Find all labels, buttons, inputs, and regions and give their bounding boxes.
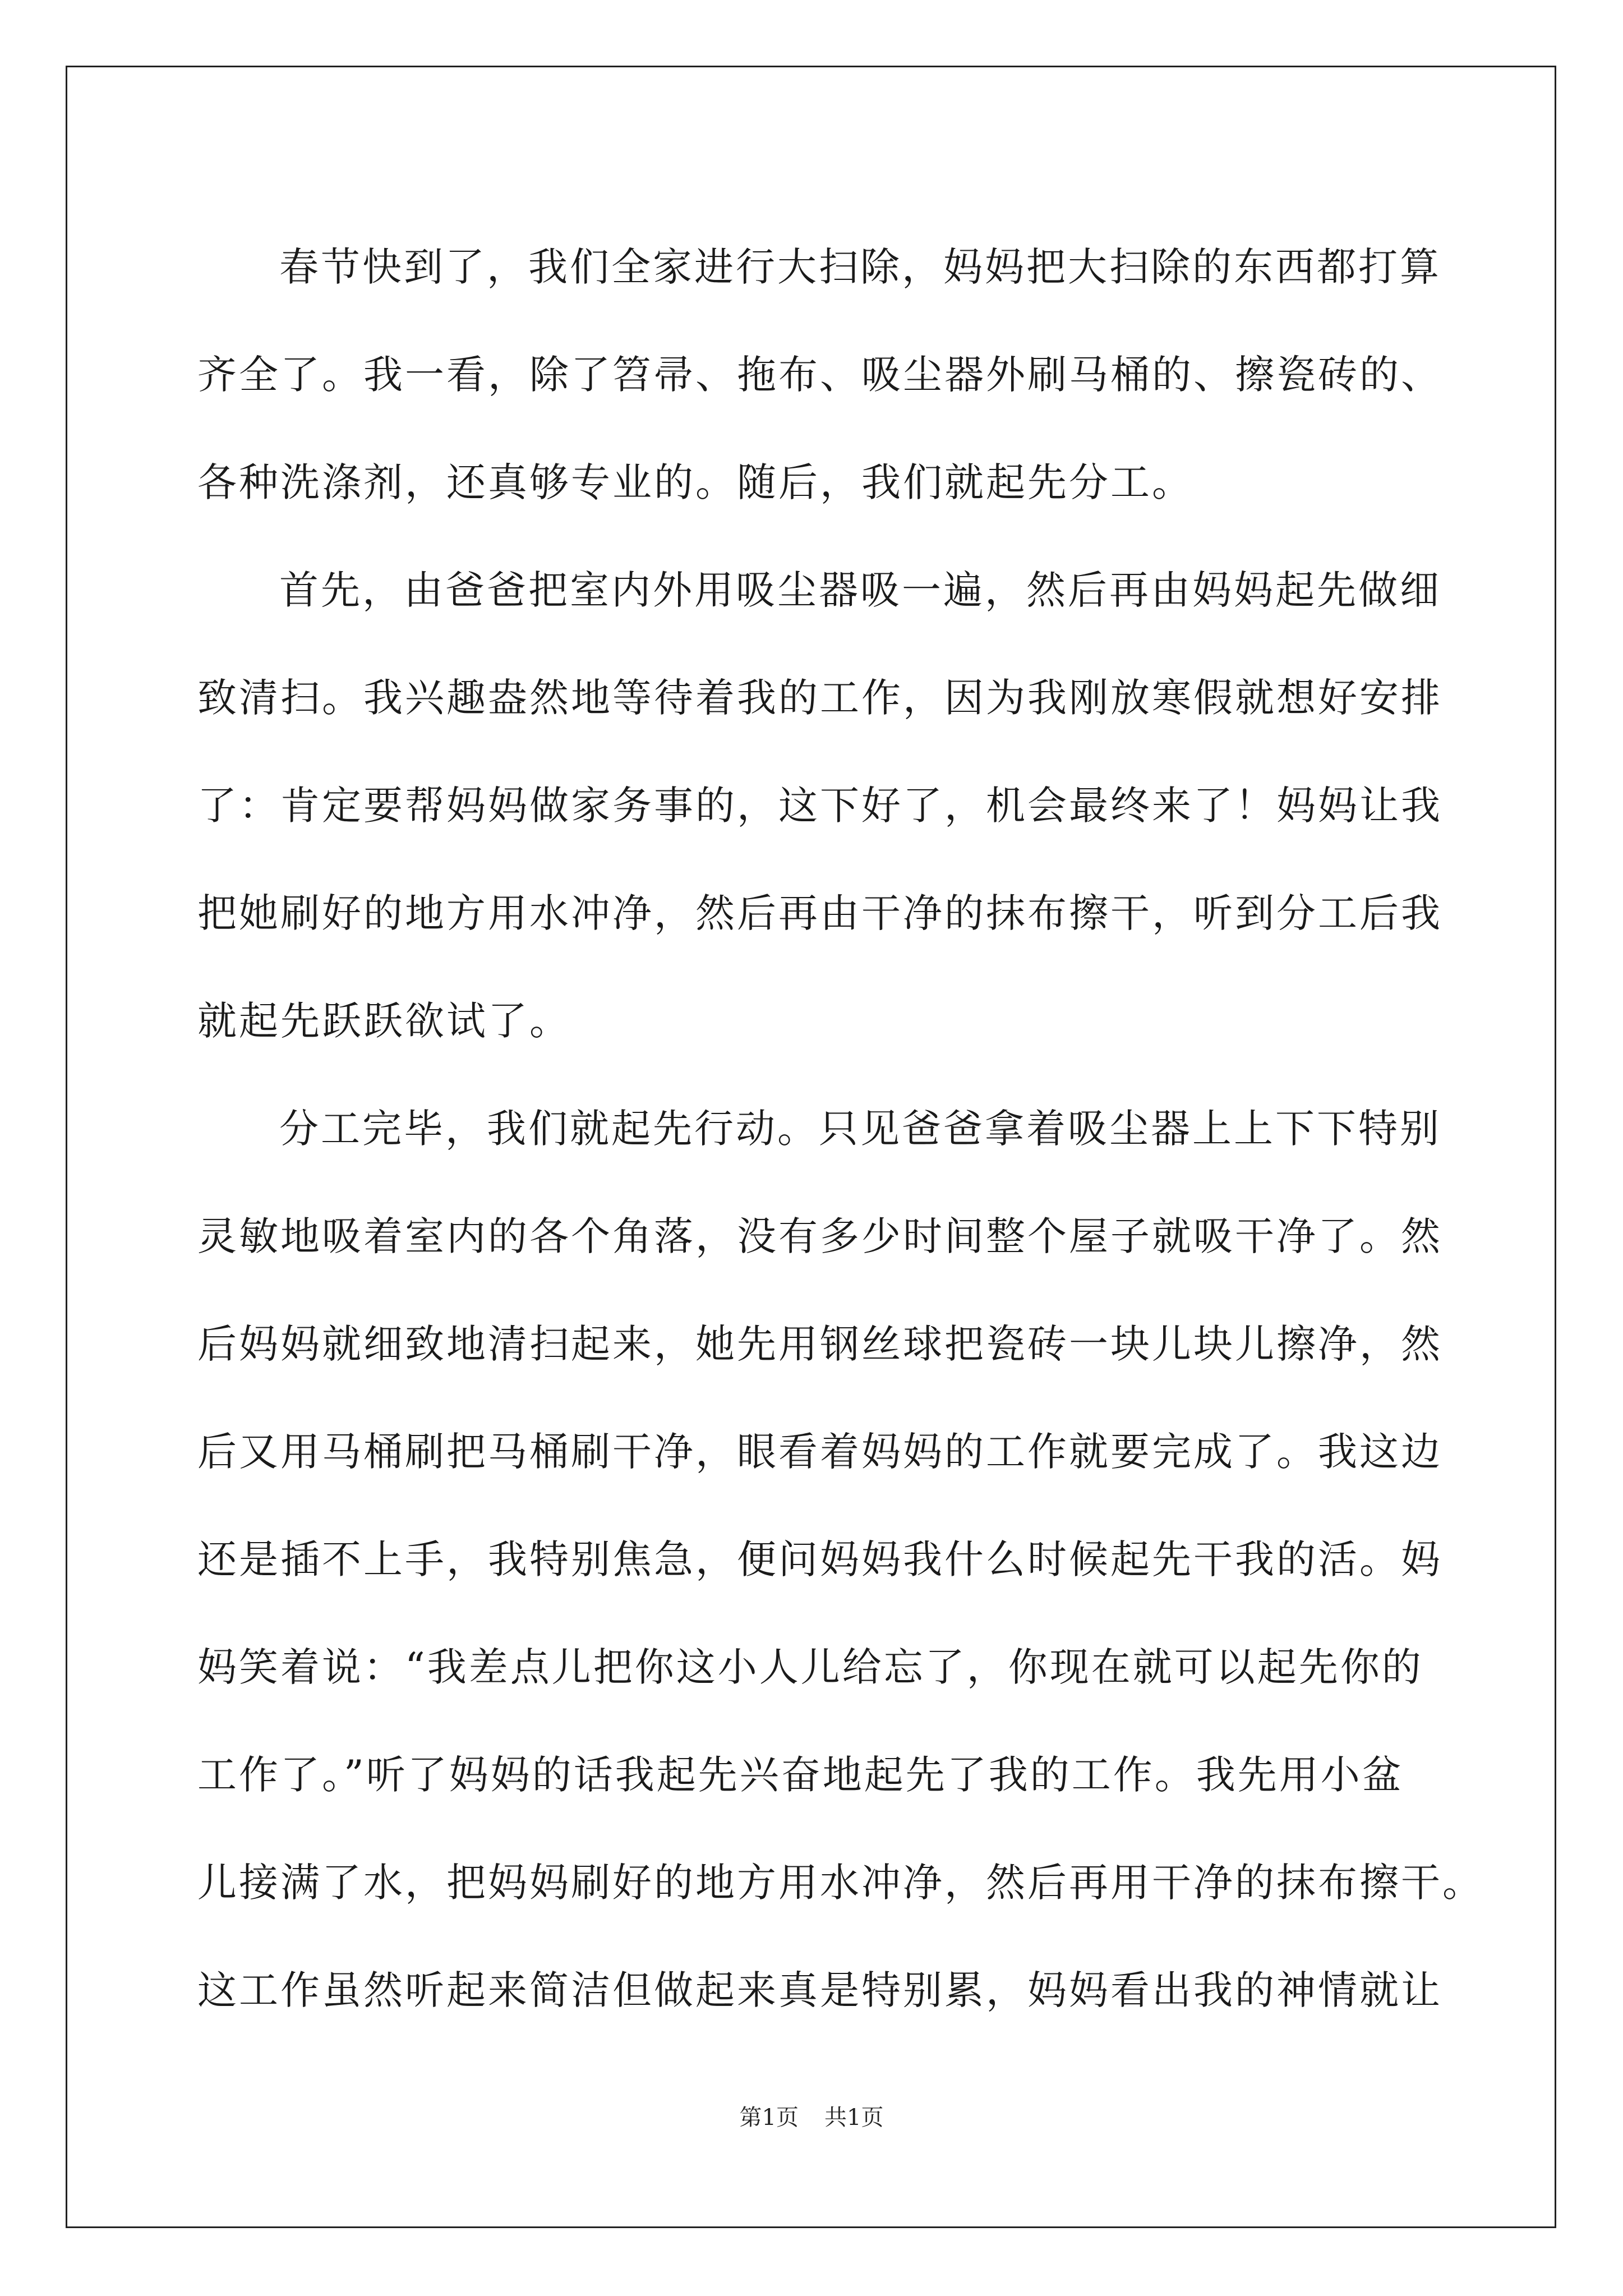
page-total: 共1页: [824, 2105, 884, 2131]
paragraph-3-line-8: 儿接满了水，把妈妈刷好的地方用水冲净，然后再用干净的抹布擦干。: [197, 1860, 1484, 1906]
paragraph-3-line-5: 还是插不上手，我特别焦急，便问妈妈我什么时候起先干我的活。妈: [197, 1536, 1442, 1582]
page-number: 第1页: [739, 2105, 799, 2131]
paragraph-2-line-3: 了：肯定要帮妈妈做家务事的，这下好了，机会最终来了！妈妈让我: [197, 783, 1442, 829]
paragraph-3-line-6: 妈笑着说：“我差点儿把你这小人儿给忘了，你现在就可以起先你的: [197, 1644, 1423, 1690]
paragraph-3-line-9: 这工作虽然听起来简洁但做起来真是特别累，妈妈看出我的神情就让: [197, 1967, 1442, 2013]
paragraph-3-line-4: 后又用马桶刷把马桶刷干净，眼看着妈妈的工作就要完成了。我这边: [197, 1429, 1442, 1475]
paragraph-2-line-1: 首先，由爸爸把室内外用吸尘器吸一遍，然后再由妈妈起先做细: [279, 567, 1441, 613]
paragraph-3-line-1: 分工完毕，我们就起先行动。只见爸爸拿着吸尘器上上下下特别: [279, 1106, 1441, 1152]
paragraph-2-line-2: 致清扫。我兴趣盎然地等待着我的工作，因为我刚放寒假就想好安排: [197, 675, 1442, 721]
document-body: [197, 213, 1484, 2044]
paragraph-3-line-3: 后妈妈就细致地清扫起来，她先用钢丝球把瓷砖一块儿块儿擦净，然: [197, 1321, 1442, 1367]
paragraph-3-line-2: 灵敏地吸着室内的各个角落，没有多少时间整个屋子就吸干净了。然: [197, 1213, 1442, 1259]
paragraph-2-line-4: 把她刷好的地方用水冲净，然后再由干净的抹布擦干，听到分工后我: [197, 890, 1442, 936]
paragraph-1-line-1: 春节快到了，我们全家进行大扫除，妈妈把大扫除的东西都打算: [279, 244, 1441, 290]
page-footer: [0, 2101, 1623, 2134]
paragraph-2-line-5: 就起先跃跃欲试了。: [197, 998, 571, 1044]
paragraph-1-line-2: 齐全了。我一看，除了笤帚、拖布、吸尘器外刷马桶的、擦瓷砖的、: [197, 352, 1442, 398]
paragraph-1-line-3: 各种洗涤剂，还真够专业的。随后，我们就起先分工。: [197, 459, 1193, 505]
paragraph-3-line-7: 工作了。”听了妈妈的话我起先兴奋地起先了我的工作。我先用小盆: [197, 1752, 1404, 1798]
